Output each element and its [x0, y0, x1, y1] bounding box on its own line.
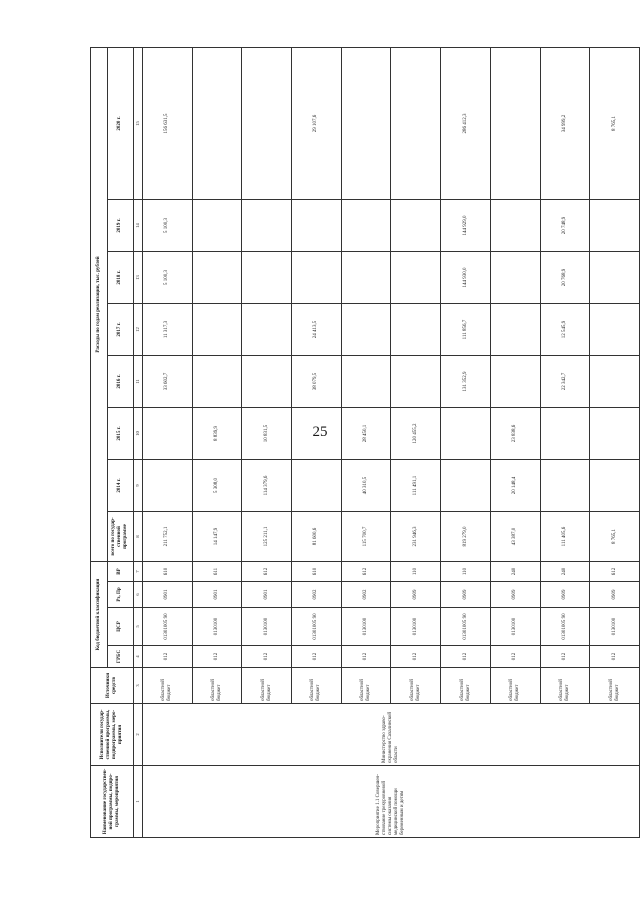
y2018-cell	[391, 252, 441, 304]
rotated-table-wrapper	[90, 48, 640, 838]
total-cell: 231 946,3	[391, 512, 441, 562]
y2015-cell: 10 831,5	[242, 408, 292, 460]
y2014-cell	[590, 460, 640, 512]
header-2018: 2018 г.	[107, 252, 133, 304]
y2019-cell: 20 748,9	[540, 200, 590, 252]
source-cell: областной бюджет	[242, 668, 292, 704]
y2019-cell	[590, 200, 640, 252]
vr-cell: 611	[192, 562, 242, 582]
y2020-cell	[242, 47, 292, 199]
index-cell: 1	[133, 766, 142, 838]
y2017-cell	[242, 304, 292, 356]
grbs-cell: 012	[242, 646, 292, 668]
total-cell: 8 765,1	[590, 512, 640, 562]
y2015-cell	[540, 408, 590, 460]
index-cell: 6	[133, 582, 142, 608]
total-cell: 43 387,0	[490, 512, 540, 562]
header-total: всего по государ-ственной программе	[107, 512, 133, 562]
source-cell: областной бюджет	[143, 668, 193, 704]
source-cell: областной бюджет	[391, 668, 441, 704]
y2014-cell: 40 310,5	[341, 460, 391, 512]
index-cell: 2	[133, 704, 142, 766]
y2019-cell	[341, 200, 391, 252]
total-cell: 81 600,6	[292, 512, 342, 562]
y2016-cell: 131 352,9	[441, 356, 491, 408]
y2017-cell: 24 413,5	[292, 304, 342, 356]
budget-table	[90, 47, 640, 838]
grbs-cell: 012	[292, 646, 342, 668]
y2014-cell: 111 491,1	[391, 460, 441, 512]
grbs-cell: 012	[441, 646, 491, 668]
measure-executor: Министерство здраво-охранения Сахалинской области	[143, 704, 640, 766]
source-cell: областной бюджет	[540, 668, 590, 704]
y2014-cell: 5 308,0	[192, 460, 242, 512]
vr-cell: 240	[540, 562, 590, 582]
rzpr-cell: 0909	[590, 582, 640, 608]
header-2016: 2016 г.	[107, 356, 133, 408]
y2016-cell: 33 602,7	[143, 356, 193, 408]
y2017-cell	[341, 304, 391, 356]
index-cell: 3	[133, 668, 142, 704]
header-2019: 2019 г.	[107, 200, 133, 252]
vr-cell: 110	[441, 562, 491, 582]
csr-cell: 0130100	[341, 608, 391, 646]
grbs-cell: 012	[590, 646, 640, 668]
y2019-cell	[192, 200, 242, 252]
total-cell: 111 405,6	[540, 512, 590, 562]
total-cell: 211 752,1	[143, 512, 193, 562]
index-cell: 13	[133, 252, 142, 304]
header-2017: 2017 г.	[107, 304, 133, 356]
header-expenses-group: Расходы по годам реализации, тыс. рублей	[91, 47, 108, 561]
table-row	[143, 47, 193, 837]
y2017-cell	[192, 304, 242, 356]
csr-cell: 01301005 90	[540, 608, 590, 646]
y2014-cell: 20 148,4	[490, 460, 540, 512]
y2020-cell	[490, 47, 540, 199]
source-cell: областной бюджет	[590, 668, 640, 704]
rzpr-cell: 0909	[441, 582, 491, 608]
header-csr: ЦСР	[107, 608, 133, 646]
csr-cell: 0130100	[490, 608, 540, 646]
index-cell: 10	[133, 408, 142, 460]
measure-name: Мероприятие 1.1 Совершен-ствование трехуровневой системы оказания медицинской помощи беременным и детям	[143, 766, 640, 838]
rzpr-cell: 0901	[192, 582, 242, 608]
grbs-cell: 012	[540, 646, 590, 668]
y2017-cell: 12 545,9	[540, 304, 590, 356]
y2014-cell	[441, 460, 491, 512]
index-cell: 14	[133, 200, 142, 252]
y2014-cell	[292, 460, 342, 512]
vr-cell: 110	[391, 562, 441, 582]
y2020-cell	[391, 47, 441, 199]
grbs-cell: 012	[341, 646, 391, 668]
y2018-cell	[292, 252, 342, 304]
rzpr-cell: 0902	[341, 582, 391, 608]
header-name: Наименование государствен-ной программы, подпро-граммы, мероприятия	[91, 766, 134, 838]
index-cell: 8	[133, 512, 142, 562]
rzpr-cell: 0909	[391, 582, 441, 608]
y2017-cell: 11 317,3	[143, 304, 193, 356]
header-2014: 2014 г.	[107, 460, 133, 512]
y2016-cell: 38 079,5	[292, 356, 342, 408]
y2018-cell: 5 100,3	[143, 252, 193, 304]
y2015-cell	[590, 408, 640, 460]
header-2015: 2015 г.	[107, 408, 133, 460]
total-cell: 819 279,0	[441, 512, 491, 562]
vr-cell: 240	[490, 562, 540, 582]
y2016-cell: 22 342,7	[540, 356, 590, 408]
y2018-cell: 144 930,0	[441, 252, 491, 304]
y2018-cell	[242, 252, 292, 304]
y2015-cell: 8 839,9	[192, 408, 242, 460]
total-cell: 125 211,1	[242, 512, 292, 562]
vr-cell: 610	[292, 562, 342, 582]
y2018-cell: 20 768,9	[540, 252, 590, 304]
index-cell: 9	[133, 460, 142, 512]
y2015-cell: 120 455,2	[391, 408, 441, 460]
y2020-cell: 8 765,1	[590, 47, 640, 199]
y2020-cell: 156 631,5	[143, 47, 193, 199]
index-row	[133, 47, 142, 837]
vr-cell: 612	[590, 562, 640, 582]
header-grbs: ГРБС	[107, 646, 133, 668]
y2018-cell	[490, 252, 540, 304]
rzpr-cell: 0901	[242, 582, 292, 608]
grbs-cell: 012	[192, 646, 242, 668]
grbs-cell: 012	[490, 646, 540, 668]
y2020-cell	[192, 47, 242, 199]
rzpr-cell: 0909	[540, 582, 590, 608]
index-cell: 7	[133, 562, 142, 582]
y2015-cell: 23 838,6	[490, 408, 540, 460]
y2016-cell	[192, 356, 242, 408]
y2015-cell	[143, 408, 193, 460]
grbs-cell: 012	[143, 646, 193, 668]
y2019-cell: 5 100,3	[143, 200, 193, 252]
y2020-cell	[341, 47, 391, 199]
csr-cell: 0130100	[590, 608, 640, 646]
y2014-cell	[143, 460, 193, 512]
y2017-cell	[490, 304, 540, 356]
total-cell: 115 700,7	[341, 512, 391, 562]
y2017-cell	[590, 304, 640, 356]
header-rzpr: Рз, Пр	[107, 582, 133, 608]
rzpr-cell: 0902	[292, 582, 342, 608]
y2018-cell	[192, 252, 242, 304]
y2020-cell: 29 107,6	[292, 47, 342, 199]
header-code-group: Код бюджетной классификации	[91, 562, 108, 668]
rzpr-cell: 0909	[490, 582, 540, 608]
csr-cell: 0130100	[391, 608, 441, 646]
y2019-cell	[242, 200, 292, 252]
total-cell: 14 147,9	[192, 512, 242, 562]
source-cell: областной бюджет	[192, 668, 242, 704]
grbs-cell: 012	[391, 646, 441, 668]
y2015-cell	[292, 408, 342, 460]
csr-cell: 0130100	[242, 608, 292, 646]
y2014-cell: 114 379,6	[242, 460, 292, 512]
y2017-cell: 111 856,7	[441, 304, 491, 356]
source-cell: областной бюджет	[490, 668, 540, 704]
y2018-cell	[341, 252, 391, 304]
index-cell: 15	[133, 47, 142, 199]
header-executor: Исполнители государ-ственной программы, подпрограммы, меро-приятия	[91, 704, 134, 766]
y2019-cell	[292, 200, 342, 252]
csr-cell: 01301005 90	[292, 608, 342, 646]
index-cell: 11	[133, 356, 142, 408]
y2016-cell	[391, 356, 441, 408]
source-cell: областной бюджет	[292, 668, 342, 704]
index-cell: 12	[133, 304, 142, 356]
y2017-cell	[391, 304, 441, 356]
y2016-cell	[341, 356, 391, 408]
y2019-cell	[391, 200, 441, 252]
vr-cell: 610	[143, 562, 193, 582]
csr-cell: 01301005 90	[441, 608, 491, 646]
index-cell: 5	[133, 608, 142, 646]
y2018-cell	[590, 252, 640, 304]
header-source: Источники средств	[91, 668, 134, 704]
header-2020: 2020 г.	[107, 47, 133, 199]
source-cell: областной бюджет	[341, 668, 391, 704]
index-cell: 4	[133, 646, 142, 668]
rzpr-cell: 0901	[143, 582, 193, 608]
vr-cell: 612	[341, 562, 391, 582]
y2020-cell: 286 412,3	[441, 47, 491, 199]
y2019-cell: 144 929,0	[441, 200, 491, 252]
y2015-cell	[441, 408, 491, 460]
source-cell: областной бюджет	[441, 668, 491, 704]
y2016-cell	[490, 356, 540, 408]
csr-cell: 01301005 90	[143, 608, 193, 646]
y2016-cell	[242, 356, 292, 408]
header-vr: ВР	[107, 562, 133, 582]
y2016-cell	[590, 356, 640, 408]
csr-cell: 0130100	[192, 608, 242, 646]
y2019-cell	[490, 200, 540, 252]
y2015-cell: 28 450,1	[341, 408, 391, 460]
vr-cell: 612	[242, 562, 292, 582]
y2020-cell: 34 999,2	[540, 47, 590, 199]
page-number: 25	[312, 424, 328, 440]
y2014-cell	[540, 460, 590, 512]
